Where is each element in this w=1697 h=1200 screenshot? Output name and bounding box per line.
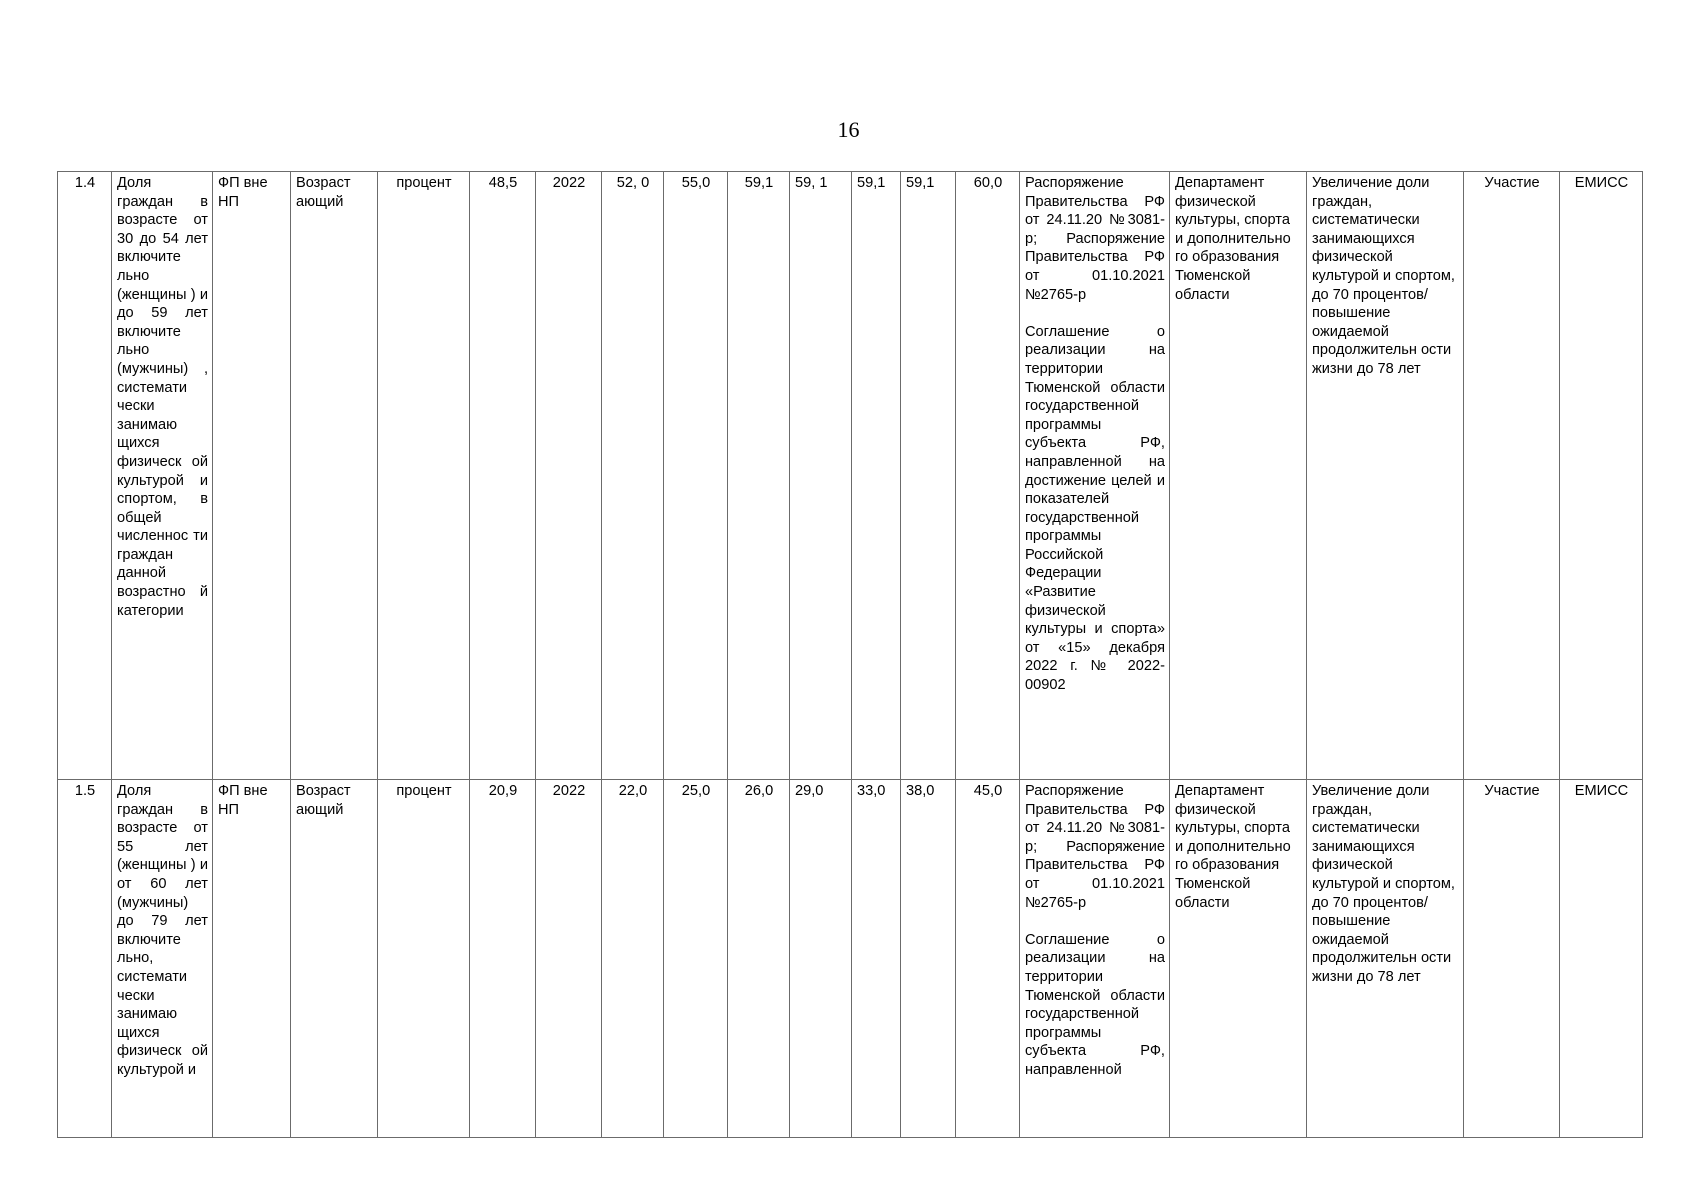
value-1: 22,0 bbox=[602, 780, 664, 1138]
indicator-trend: Возраст ающий bbox=[291, 780, 378, 1138]
table-row bbox=[58, 172, 1643, 780]
value-7: 60,0 bbox=[956, 172, 1020, 780]
value-1: 52, 0 bbox=[602, 172, 664, 780]
value-4: 29,0 bbox=[790, 780, 852, 1138]
indicator-type: ФП вне НП bbox=[213, 780, 291, 1138]
indicator-name: Доля граждан в возрасте от 30 до 54 лет включите льно (женщины ) и до 59 лет включите льно (мужчины) , системати чески занимаю щихся физическ ой культурой и спортом, в общей численнос ти граждан данной возрастно й категории bbox=[112, 172, 213, 780]
info-system: ЕМИСС bbox=[1560, 780, 1643, 1138]
national-goal: Увеличение доли граждан, систематически занимающихся физической культурой и спортом, до 70 процентов/ повышение ожидаемой продолжительн ости жизни до 78 лет bbox=[1307, 172, 1464, 780]
value-6: 59,1 bbox=[901, 172, 956, 780]
value-2: 25,0 bbox=[664, 780, 728, 1138]
indicator-type: ФП вне НП bbox=[213, 172, 291, 780]
base-value: 20,9 bbox=[470, 780, 536, 1138]
value-6: 38,0 bbox=[901, 780, 956, 1138]
basis-documents bbox=[1020, 780, 1170, 1138]
basis-order: Распоряжение Правительства РФ от 24.11.20 №3081-р; Распоряжение Правительства РФ от 01.10.2021 №2765-р bbox=[1025, 783, 1165, 911]
value-7: 45,0 bbox=[956, 780, 1020, 1138]
base-value: 48,5 bbox=[470, 172, 536, 780]
value-3: 26,0 bbox=[728, 780, 790, 1138]
row-number: 1.5 bbox=[58, 780, 112, 1138]
basis-agreement: Соглашение о реализации на территории Тюменской области государственной программы субъекта РФ, направленной на достижение целей и показателей государственной программы Российской Федерации «Развитие физической культуры и спорта» от «15» декабря 2022 г. № 2022-00902 bbox=[1025, 323, 1165, 694]
page-number: 16 bbox=[837, 117, 860, 142]
indicator-trend: Возраст ающий bbox=[291, 172, 378, 780]
unit: процент bbox=[378, 780, 470, 1138]
basis-documents bbox=[1020, 172, 1170, 780]
value-3: 59,1 bbox=[728, 172, 790, 780]
value-5: 59,1 bbox=[852, 172, 901, 780]
row-number: 1.4 bbox=[58, 172, 112, 780]
table-row bbox=[58, 780, 1643, 1138]
info-system: ЕМИСС bbox=[1560, 172, 1643, 780]
basis-agreement: Соглашение о реализации на территории Тюменской области государственной программы субъекта РФ, направленной bbox=[1025, 931, 1165, 1078]
base-year: 2022 bbox=[536, 780, 602, 1138]
value-2: 55,0 bbox=[664, 172, 728, 780]
national-goal: Увеличение доли граждан, систематически занимающихся физической культурой и спортом, до 70 процентов/ повышение ожидаемой продолжительн ости жизни до 78 лет bbox=[1307, 780, 1464, 1138]
value-4: 59, 1 bbox=[790, 172, 852, 780]
participation: Участие bbox=[1464, 780, 1560, 1138]
basis-order: Распоряжение Правительства РФ от 24.11.20 №3081-р; Распоряжение Правительства РФ от 01.10.2021 №2765-р bbox=[1025, 175, 1165, 303]
responsible-body: Департамент физической культуры, спорта и дополнительно го образования Тюменской области bbox=[1170, 172, 1307, 780]
base-year: 2022 bbox=[536, 172, 602, 780]
participation: Участие bbox=[1464, 172, 1560, 780]
unit: процент bbox=[378, 172, 470, 780]
indicator-name: Доля граждан в возрасте от 55 лет (женщины ) и от 60 лет (мужчины) до 79 лет включите льно, системати чески занимаю щихся физическ ой культурой и bbox=[112, 780, 213, 1138]
value-5: 33,0 bbox=[852, 780, 901, 1138]
responsible-body: Департамент физической культуры, спорта и дополнительно го образования Тюменской области bbox=[1170, 780, 1307, 1138]
indicators-table bbox=[57, 171, 1643, 1138]
